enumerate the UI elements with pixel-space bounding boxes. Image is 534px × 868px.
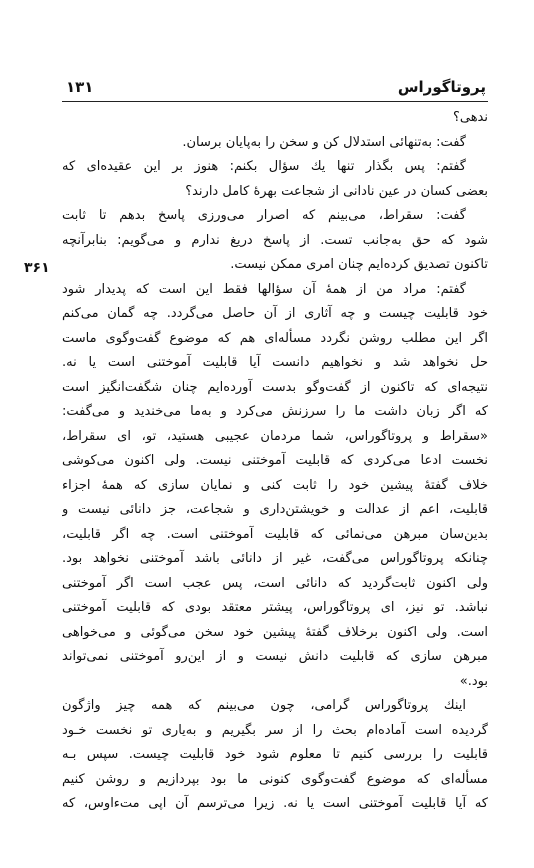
text-line: چنانکه پروتاگوراس می‌گفت، غیر از دانائی باشد آموختنی نخواهد بود.: [62, 551, 488, 566]
text-line: تاکنون تصدیق کرده‌ایم چنان امری ممکن نیست.: [230, 257, 488, 272]
text-line: گفتم: پس بگذار تنها یك سؤال بکنم: هنوز بر این عقیده‌ای که: [62, 159, 466, 174]
text-line: گفتم: مراد من از همهٔ آن سؤالها فقط این است که پدیدار شود: [62, 281, 466, 297]
text-line: ندهی؟: [452, 110, 488, 125]
text-line: مبرهن سازی که قابلیت دانش نیست و از این‌رو آموختنی نمی‌تواند: [62, 649, 488, 664]
text-line: گفت: به‌تنهائی استدلال کن و سخن را به‌پایان برسان.: [182, 134, 466, 150]
text-line: بعضی کسان در عین نادانی از شجاعت بهرهٔ کامل دارند؟: [185, 183, 488, 199]
text-line: اینك پروتاگوراس گرامی، چون می‌بینم که همه چیز واژگون: [62, 698, 466, 713]
text-line: اگر این مطلب روشن نگردد مسأله‌ای هم که موضوع گفت‌وگوی ماست: [62, 330, 488, 346]
text-line: نتیجه‌ای که تاکنون از گفت‌وگو بدست آورده‌ایم چنان شگفت‌انگیز است: [62, 379, 488, 395]
text-line: حل نخواهد شد و نخواهیم دانست آیا قابلیت آموختنی است یا نه.: [62, 355, 488, 370]
text-line: مسأله‌ای که موضوع گفت‌وگوی کنونی ما بود بپردازیم و روشن کنیم: [62, 771, 488, 787]
text-line: بدین‌سان مبرهن می‌نمائی که قابلیت آموختنی است. چه اگر قابلیت،: [62, 526, 488, 542]
running-header: [62, 76, 486, 98]
text-line: است. ولی اکنون برخلاف گفتهٔ پیشین خود سخن می‌گوئی و می‌خواهی: [62, 624, 488, 640]
text-line: نخست ادعا می‌کردی که قابلیت آموختنی نیست. ولی اکنون می‌کوشی: [62, 453, 488, 468]
text-line: که اگر زبان داشت ما را سرزنش می‌کرد و به‌ما می‌خندید و می‌گفت:: [62, 404, 488, 419]
text-line: گفت: سقراط، می‌بینم که اصرار می‌ورزی پاسخ بدهم تا ثابت: [62, 208, 466, 223]
page-number: ۱۳۱: [66, 78, 94, 96]
text-line: ولی اکنون ثابت‌گردید که دانائی است، پس عجب است اگر آموختنی: [62, 575, 488, 591]
text-line: شود که حق به‌جانب تست. از پاسخ دریغ ندارم و می‌گویم: بنابرآنچه: [62, 232, 488, 248]
text-line: قابلیت را بررسی کنیم تا معلوم شود خود قابلیت چیست. سپس بـه: [62, 747, 488, 762]
text-line: گردیده است آماده‌ام بحث را از سر بگیریم و به‌یاری تو نخست خـود: [62, 722, 488, 738]
text-line: نباشد. تو نیز، ای پروتاگوراس، پیشتر معتقد بودی که قابلیت آموختنی: [62, 600, 488, 615]
stephanus-margin-number: ۳۶۱: [24, 260, 50, 276]
running-title: پروتاگوراس: [397, 78, 486, 96]
text-line: قابلیت، اعم از عدالت و خویشتن‌داری و شجاعت، جز دانائی نیست و: [62, 502, 488, 517]
header-rule: [62, 101, 488, 102]
body-text: [62, 106, 488, 817]
text-line: که آیا قابلیت آموختنی است یا نه. زیرا می‌ترسم آن اپی متءاوس، که: [62, 796, 488, 811]
text-line: «سقراط و پروتاگوراس، شما مردمان عجیبی هستید، تو، ای سقراط،: [62, 428, 488, 444]
text-line: بود.»: [459, 673, 488, 689]
text-line: خلاف گفتهٔ پیشین خود را ثابت کنی و نمایان سازی که همهٔ اجزاء: [62, 477, 488, 493]
text-line: خود قابلیت چیست و چه آثاری از آن حاصل می‌گردد. چه گمان می‌کنم: [62, 306, 488, 321]
